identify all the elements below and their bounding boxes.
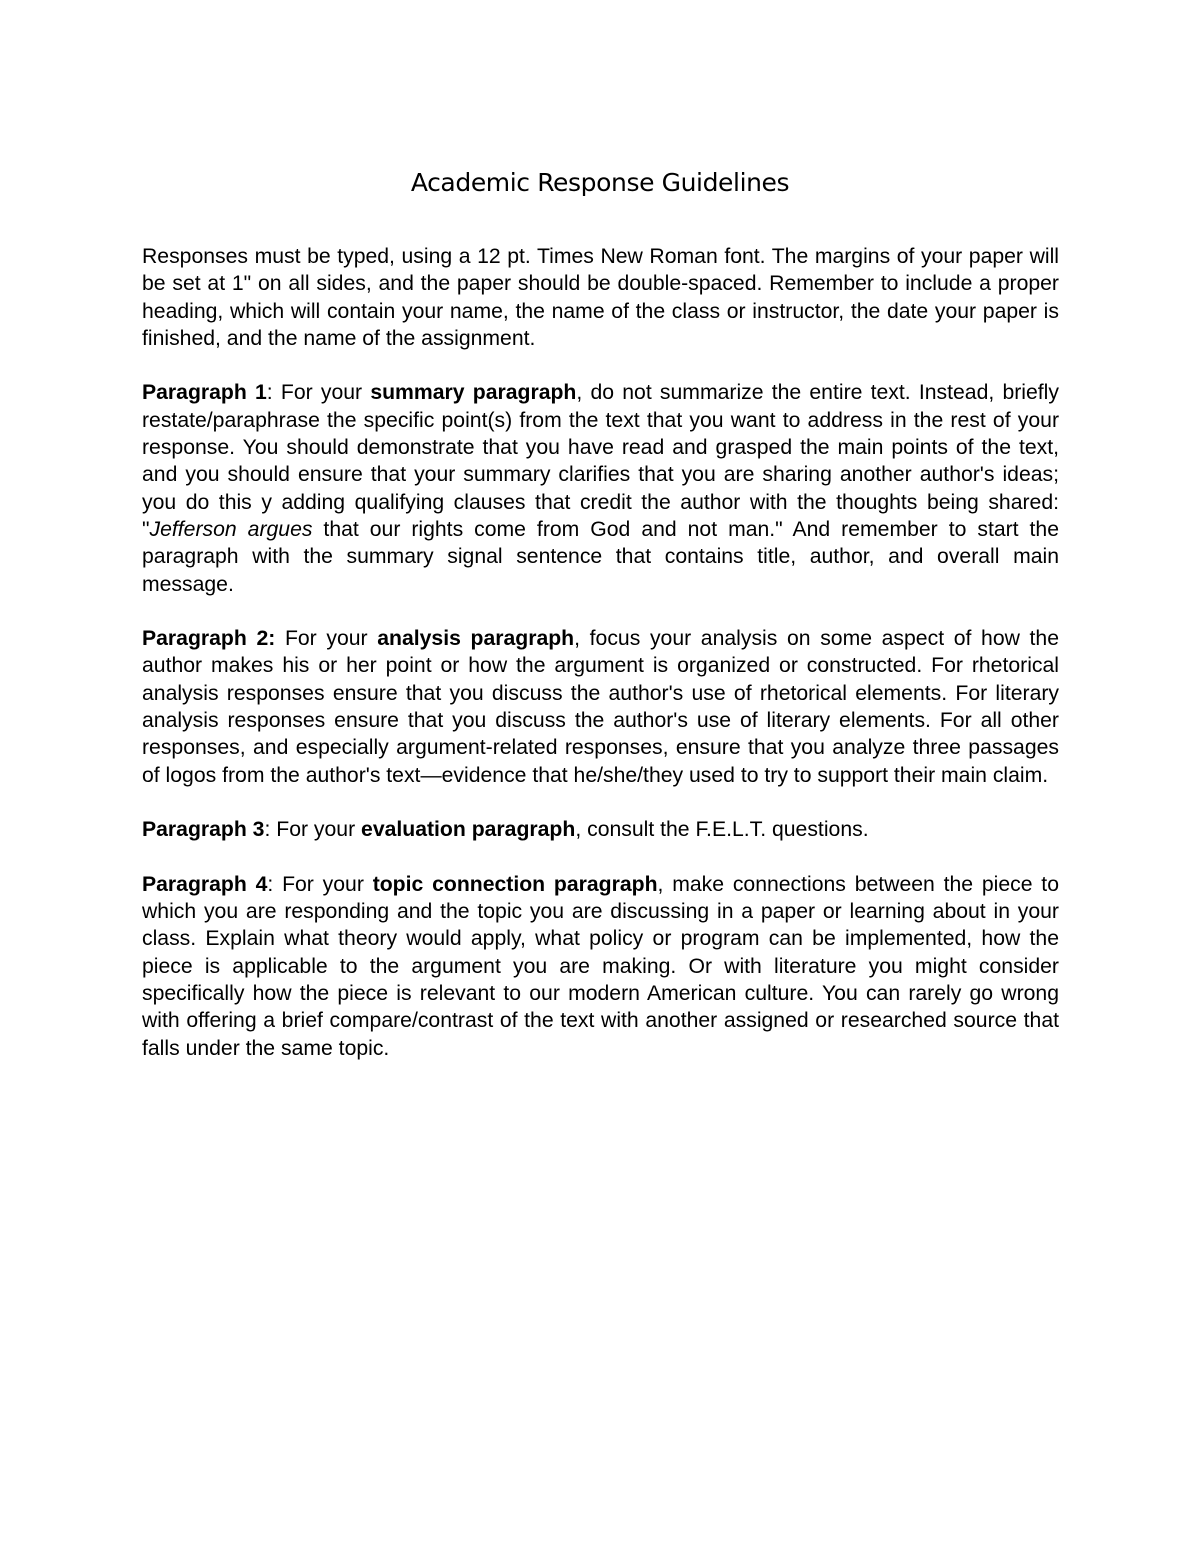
paragraph-3-lead: : For your: [264, 818, 362, 842]
paragraph-1-text-b: that our rights come from God and not man." And remember to start the paragraph with the summary signal sentence that contains title, author, and overall main message.: [142, 517, 1059, 596]
paragraph-1-example: Jefferson argues: [149, 517, 313, 541]
document-body: [142, 243, 1059, 1089]
paragraph-3-text: , consult the F.E.L.T. questions.: [575, 818, 869, 842]
paragraph-1-label: Paragraph 1: [142, 381, 267, 405]
paragraph-3-label: Paragraph 3: [142, 818, 265, 842]
paragraph-1-lead: : For your: [266, 381, 371, 405]
paragraph-3-term: evaluation paragraph: [361, 818, 576, 842]
paragraph-4-term: topic connection paragraph: [372, 872, 658, 896]
paragraph-1: [142, 379, 1059, 597]
paragraph-3: [142, 816, 1059, 843]
paragraph-2-text: , focus your analysis on some aspect of how the author makes his or her point or how the argument is organized or constructed. For rhetorical analysis responses ensure that you discuss the author's use of rhetorical elements. For literary analysis responses ensure that you discuss the author's use of literary elements. For all other responses, and especially argument-related responses, ensure that you analyze three passages of logos from the author's text—evidence that he/she/they used to try to support their main claim.: [142, 627, 1059, 787]
paragraph-4: [142, 871, 1059, 1062]
paragraph-2: [142, 625, 1059, 789]
paragraph-4-lead: : For your: [267, 872, 373, 896]
paragraph-2-lead: For your: [275, 627, 378, 651]
paragraph-4-text: , make connections between the piece to which you are responding and the topic you are discussing in a paper or learning about in your class. Explain what theory would apply, what policy or program can be implemented, how the piece is applicable to the argument you are making. Or with literature you might consider specifically how the piece is relevant to our modern American culture. You can rarely go wrong with offering a brief compare/contrast of the text with another assigned or researched source that falls under the same topic.: [142, 872, 1059, 1060]
intro-paragraph: Responses must be typed, using a 12 pt. Times New Roman font. The margins of your paper will be set at 1" on all sides, and the paper should be double-spaced. Remember to include a proper heading, which will contain your name, the name of the class or instructor, the date your paper is finished, and the name of the assignment.: [142, 245, 1059, 350]
paragraph-1-term: summary paragraph: [370, 381, 577, 405]
paragraph-1-text-a: , do not summarize the entire text. Instead, briefly restate/paraphrase the specific point(s) from the text that you want to address in the rest of your response. You should demonstrate that you have read and grasped the main points of the text, and you should ensure that your summary clarifies that you are sharing another author's ideas; you do this y adding qualifying clauses that credit the author with the thoughts being shared: ": [142, 381, 1059, 541]
paragraph-4-label: Paragraph 4: [142, 872, 268, 896]
document-title: Academic Response Guidelines: [410, 168, 790, 197]
paragraph-2-term: analysis paragraph: [377, 627, 575, 651]
paragraph-2-label: Paragraph 2:: [142, 627, 276, 651]
